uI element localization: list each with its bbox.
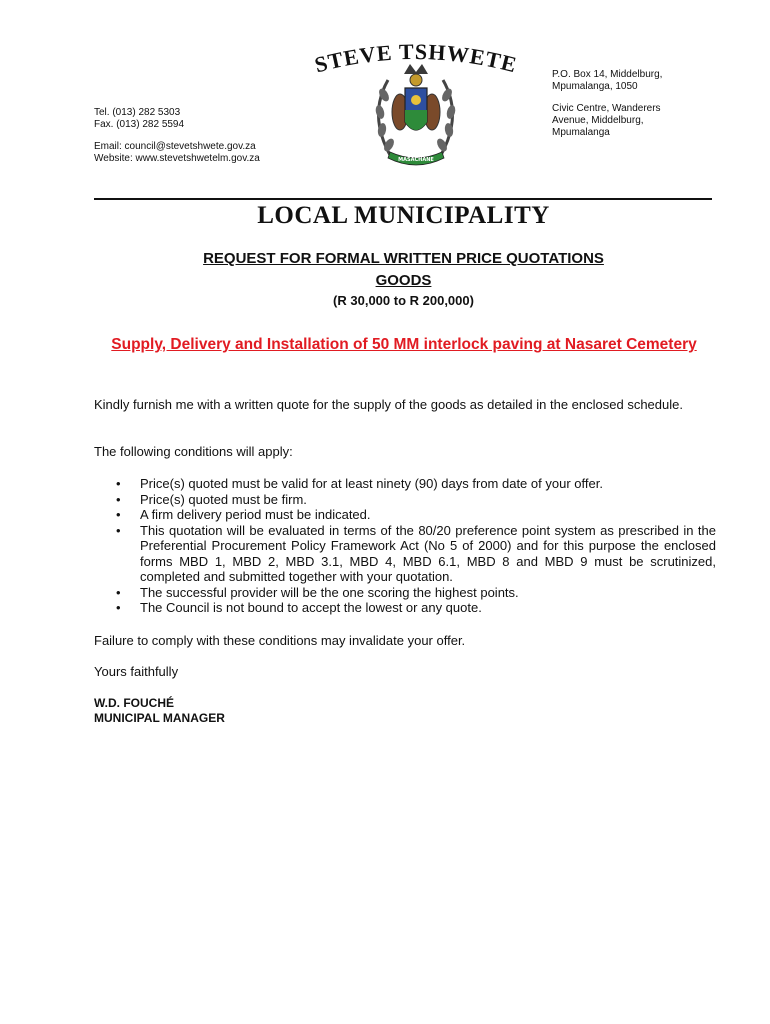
bullet-icon: • xyxy=(116,584,121,600)
closing: Yours faithfully xyxy=(94,664,179,679)
bullet-icon: • xyxy=(116,507,121,522)
signatory-name: W.D. FOUCHÉ xyxy=(94,696,174,710)
email: Email: council@stevetshwete.gov.za xyxy=(94,141,256,152)
bullet-icon: • xyxy=(116,522,121,538)
quotation-subject: Supply, Delivery and Installation of 50 MM interlock paving at Nasaret Cemetery xyxy=(111,336,697,353)
price-range: (R 30,000 to R 200,000) xyxy=(333,293,474,308)
signature-block xyxy=(94,696,225,726)
bullet-icon: • xyxy=(116,600,121,615)
conditions-list xyxy=(94,476,716,616)
postal-address xyxy=(552,69,682,139)
list-item: • Price(s) quoted must be valid for at least ninety (90) days from date of your offer. xyxy=(116,476,603,491)
po-box: P.O. Box 14, Middelburg, xyxy=(552,69,663,80)
fax: Fax. (013) 282 5594 xyxy=(94,119,185,130)
po-city: Mpumalanga, 1050 xyxy=(552,81,638,92)
bullet-icon: • xyxy=(116,491,121,507)
header-divider xyxy=(94,198,712,200)
list-item: • This quotation will be evaluated in terms of the 80/20 preference point system as prescribed in the Preferential Procurement Policy Framework Act (No 5 of 2000) and for this purpose the enclosed forms MBD 1, MBD 2, MBD 3.1, MBD 4, MBD 6.1, MBD 8 and MBD 9 must be scrutinized, completed and submitted together with your quotation. xyxy=(116,522,716,584)
website: Website: www.stevetshwetelm.gov.za xyxy=(94,153,260,164)
civic-line-2: Avenue, Middelburg, xyxy=(552,115,644,126)
list-item: • A firm delivery period must be indicated. xyxy=(116,507,371,522)
bullet-icon: • xyxy=(116,476,121,491)
request-title xyxy=(0,248,770,292)
crest-ribbon: MASACHANE xyxy=(398,157,434,163)
conditions-heading: The following conditions will apply: xyxy=(94,444,293,459)
intro-paragraph: Kindly furnish me with a written quote for the supply of the goods as detailed in the enclosed schedule. xyxy=(94,397,683,412)
list-item: • The Council is not bound to accept the lowest or any quote. xyxy=(116,600,482,615)
crest-emblem-icon xyxy=(298,40,533,170)
civic-line-1: Civic Centre, Wanderers xyxy=(552,103,661,114)
contact-details xyxy=(94,107,260,165)
civic-line-3: Mpumalanga xyxy=(552,127,610,138)
request-line-1: REQUEST FOR FORMAL WRITTEN PRICE QUOTATIONS xyxy=(203,250,604,267)
list-item: • Price(s) quoted must be firm. xyxy=(116,491,307,507)
crest-name: STEVE TSHWETE xyxy=(311,40,520,78)
failure-note: Failure to comply with these conditions may invalidate your offer. xyxy=(94,633,466,648)
request-line-2: GOODS xyxy=(375,272,432,289)
signatory-position: MUNICIPAL MANAGER xyxy=(94,711,225,725)
list-item: • The successful provider will be the one scoring the highest points. xyxy=(116,584,519,600)
municipality-title: LOCAL MUNICIPALITY xyxy=(257,202,550,229)
municipal-crest xyxy=(298,40,533,170)
telephone: Tel. (013) 282 5303 xyxy=(94,107,181,118)
